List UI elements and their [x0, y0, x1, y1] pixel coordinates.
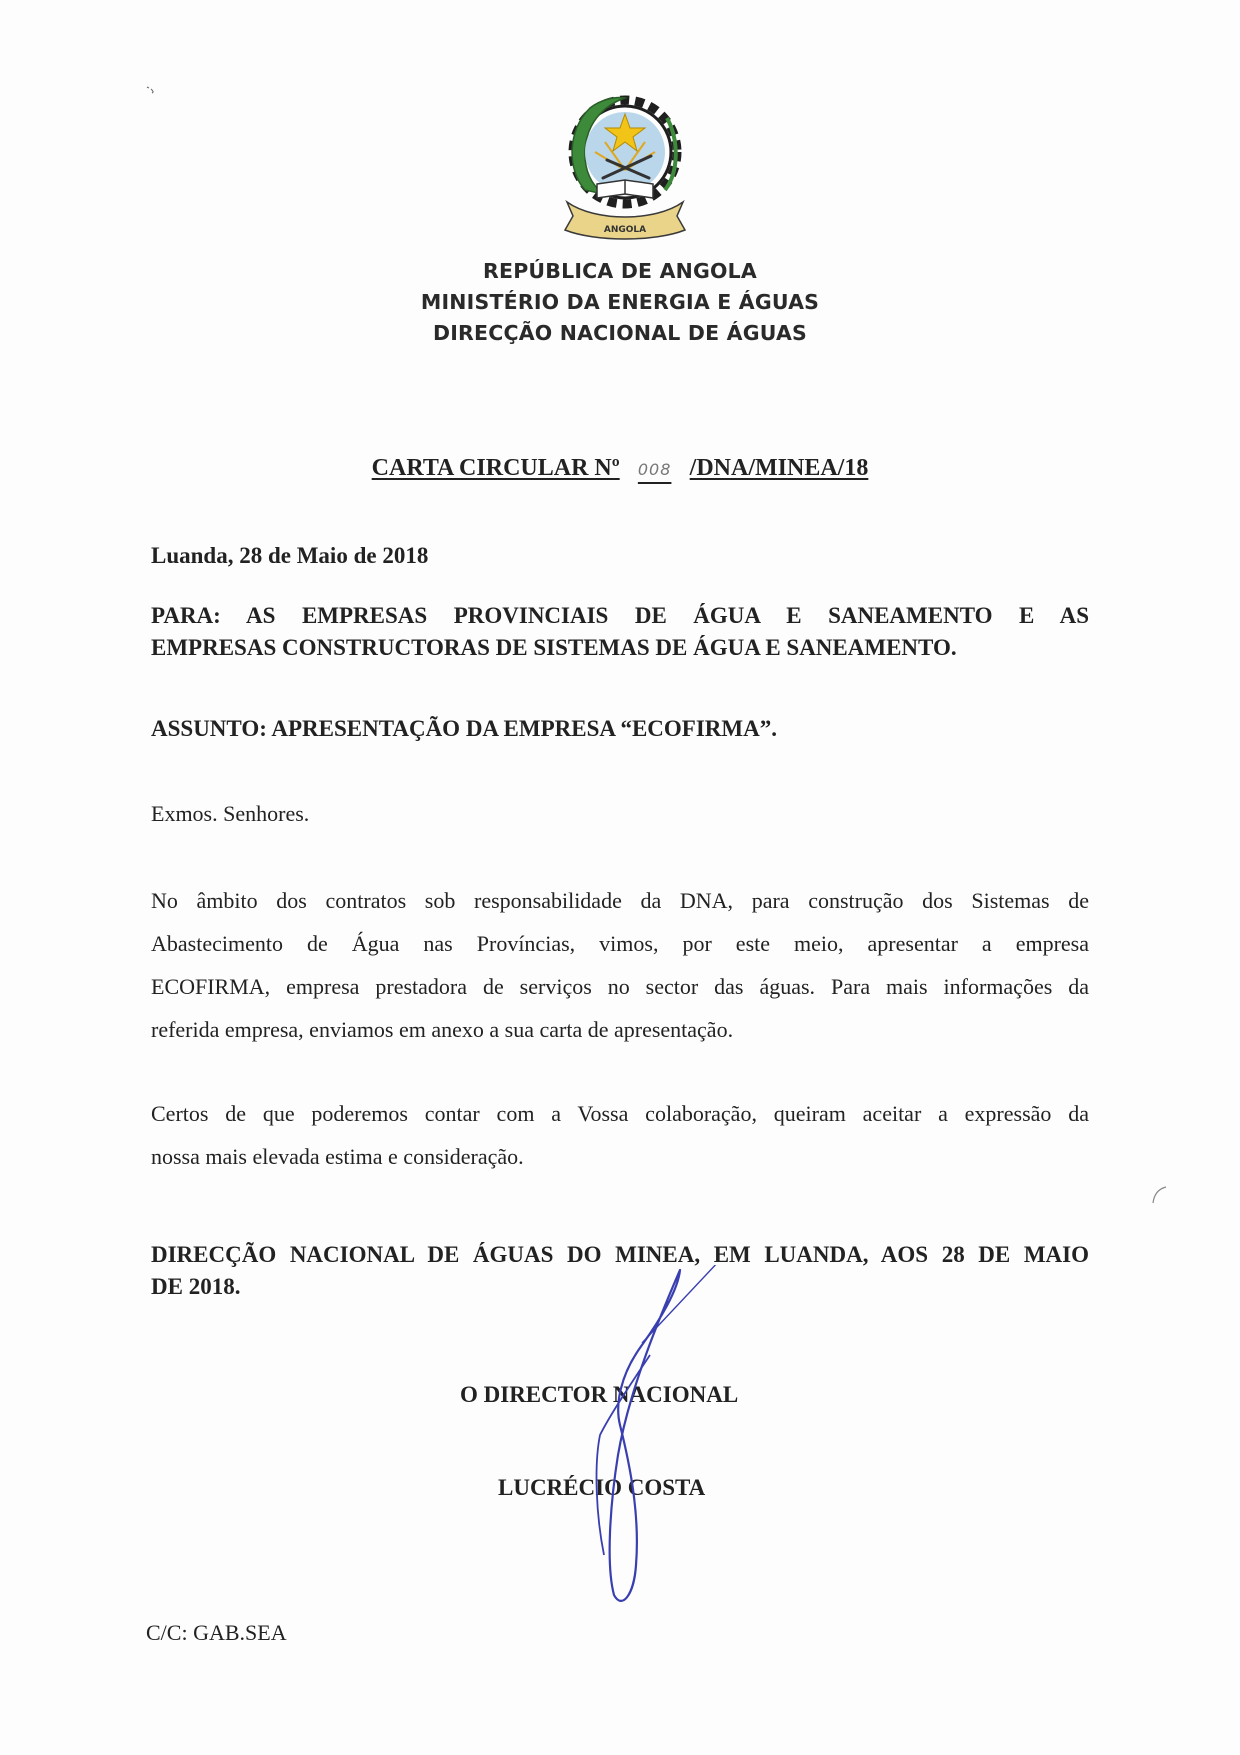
body2-line: Certos de que poderemos contar com a Vossa colaboração, queiram aceitar a expressão da	[151, 1101, 1089, 1126]
letterhead-republic: REPÚBLICA DE ANGOLA	[483, 259, 757, 283]
subject-line: ASSUNTO: APRESENTAÇÃO DA EMPRESA “ECOFIRMA”.	[151, 716, 777, 741]
reference-suffix: /DNA/MINEA/18	[689, 455, 869, 481]
reference-prefix: CARTA CIRCULAR Nº	[371, 455, 620, 481]
closing-statement	[151, 1239, 1089, 1303]
letterhead-directorate: DIRECÇÃO NACIONAL DE ÁGUAS	[433, 321, 807, 345]
letterhead	[0, 256, 1240, 349]
body2-line: nossa mais elevada estima e consideração.	[151, 1144, 524, 1169]
signatory-title: O DIRECTOR NACIONAL	[460, 1382, 739, 1407]
body1-line: Abastecimento de Água nas Províncias, vimos, por este meio, apresentar a empresa	[151, 931, 1089, 956]
date-line: Luanda, 28 de Maio de 2018	[151, 543, 429, 568]
scan-speck-mark	[1150, 1185, 1170, 1205]
carbon-copy-line: C/C: GAB.SEA	[146, 1620, 287, 1645]
handwritten-signature	[570, 1265, 730, 1610]
body1-line: ECOFIRMA, empresa prestadora de serviços no sector das águas. Para mais informações da	[151, 974, 1089, 999]
addressee-block	[151, 600, 1089, 664]
letterhead-ministry: MINISTÉRIO DA ENERGIA E ÁGUAS	[420, 290, 820, 314]
addressee-line-1: PARA: AS EMPRESAS PROVINCIAIS DE ÁGUA E SANEAMENTO E AS	[151, 603, 1089, 628]
body-paragraph-1	[151, 879, 1089, 1051]
circular-reference	[0, 455, 1240, 482]
reference-number-handwritten: 008	[637, 460, 672, 479]
addressee-line-2: EMPRESAS CONSTRUCTORAS DE SISTEMAS DE ÁGUA E SANEAMENTO.	[151, 635, 957, 660]
body1-line: No âmbito dos contratos sob responsabilidade da DNA, para construção dos Sistemas de	[151, 888, 1089, 913]
emblem-book	[597, 180, 653, 198]
scan-speck-mark	[145, 85, 157, 95]
closing-line-2: DE 2018.	[151, 1274, 241, 1299]
angola-coat-of-arms-emblem	[545, 90, 695, 250]
closing-line-1: DIRECÇÃO NACIONAL DE ÁGUAS DO MINEA, EM LUANDA, AOS 28 DE MAIO	[151, 1242, 1089, 1267]
body-paragraph-2	[151, 1092, 1089, 1178]
emblem-banner-text: ANGOLA	[603, 225, 647, 235]
signatory-name: LUCRÉCIO COSTA	[498, 1475, 706, 1500]
body1-line: referida empresa, enviamos em anexo a sua carta de apresentação.	[151, 1017, 734, 1042]
salutation: Exmos. Senhores.	[151, 801, 310, 826]
